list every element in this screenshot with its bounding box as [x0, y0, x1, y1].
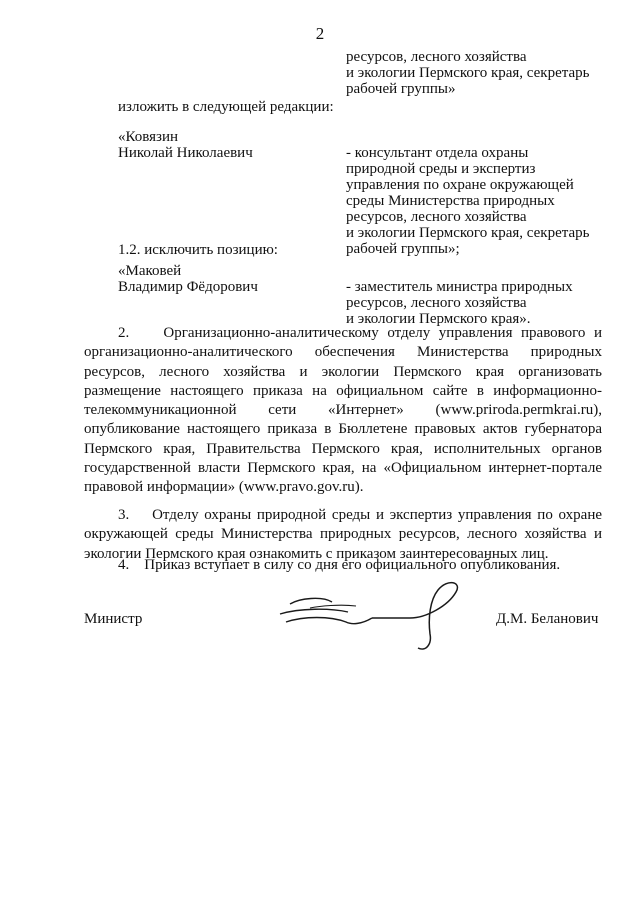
text-line: и экологии Пермского края, секретарь — [346, 65, 590, 81]
signatory-title: Министр — [84, 611, 143, 627]
paragraph-4: 4. Приказ вступает в силу со дня его официального опубликования. — [118, 557, 561, 573]
text-line: природной среды и экспертиз — [346, 161, 536, 177]
name-line: Владимир Фёдорович — [118, 279, 258, 295]
text-line: ресурсов, лесного хозяйства — [346, 49, 527, 65]
removed-entry-position — [346, 279, 616, 327]
handwritten-signature — [270, 578, 470, 658]
text-line: и экологии Пермского края, секретарь — [346, 225, 590, 241]
text-line: ресурсов, лесного хозяйства — [346, 295, 527, 311]
top-continuation — [346, 49, 616, 97]
paragraph-2: 2. Организационно-аналитическому отделу управления правового и организационно-аналитического обеспечения Министерства природных ресурсов, лесного хозяйства и экологии Пермского края организовать размещение настоящего приказа на официальном сайте в информационно-телекоммуникационной сети «Интернет» (www.priroda.permkrai.ru), опубликование настоящего приказа в Бюллетене правовых актов губернатора Пермского края, Правительства Пермского края, исполнительных органов государственной власти Пермского края, на «Официальном интернет-портале правовой информации» (www.pravo.gov.ru). — [84, 325, 602, 496]
text-line: ресурсов, лесного хозяйства — [346, 209, 527, 225]
text-line: - консультант отдела охраны — [346, 145, 529, 161]
name-line: Николай Николаевич — [118, 145, 253, 161]
exclude-heading: 1.2. исключить позицию: — [118, 242, 278, 258]
text-line: рабочей группы»; — [346, 241, 460, 257]
new-entry-position — [346, 145, 616, 257]
intro-text: изложить в следующей редакции: — [118, 99, 334, 115]
text-line: - заместитель министра природных — [346, 279, 573, 295]
text-line: и экологии Пермского края». — [346, 311, 531, 327]
new-entry-name — [118, 129, 338, 161]
page-number: 2 — [315, 24, 325, 43]
name-line: «Ковязин — [118, 129, 179, 145]
text-line: рабочей группы» — [346, 81, 456, 97]
text-line: среды Министерства природных — [346, 193, 555, 209]
paragraph-3: 3. Отделу охраны природной среды и экспертиз управления по охране окружающей среды Министерства природных ресурсов, лесного хозяйства и экологии Пермского края ознакомить с приказом заинтересованных лиц. — [84, 507, 602, 562]
name-line: «Маковей — [118, 263, 182, 279]
signatory-name: Д.М. Беланович — [496, 611, 599, 627]
text-line: управления по охране окружающей — [346, 177, 574, 193]
removed-entry-name — [118, 263, 338, 295]
